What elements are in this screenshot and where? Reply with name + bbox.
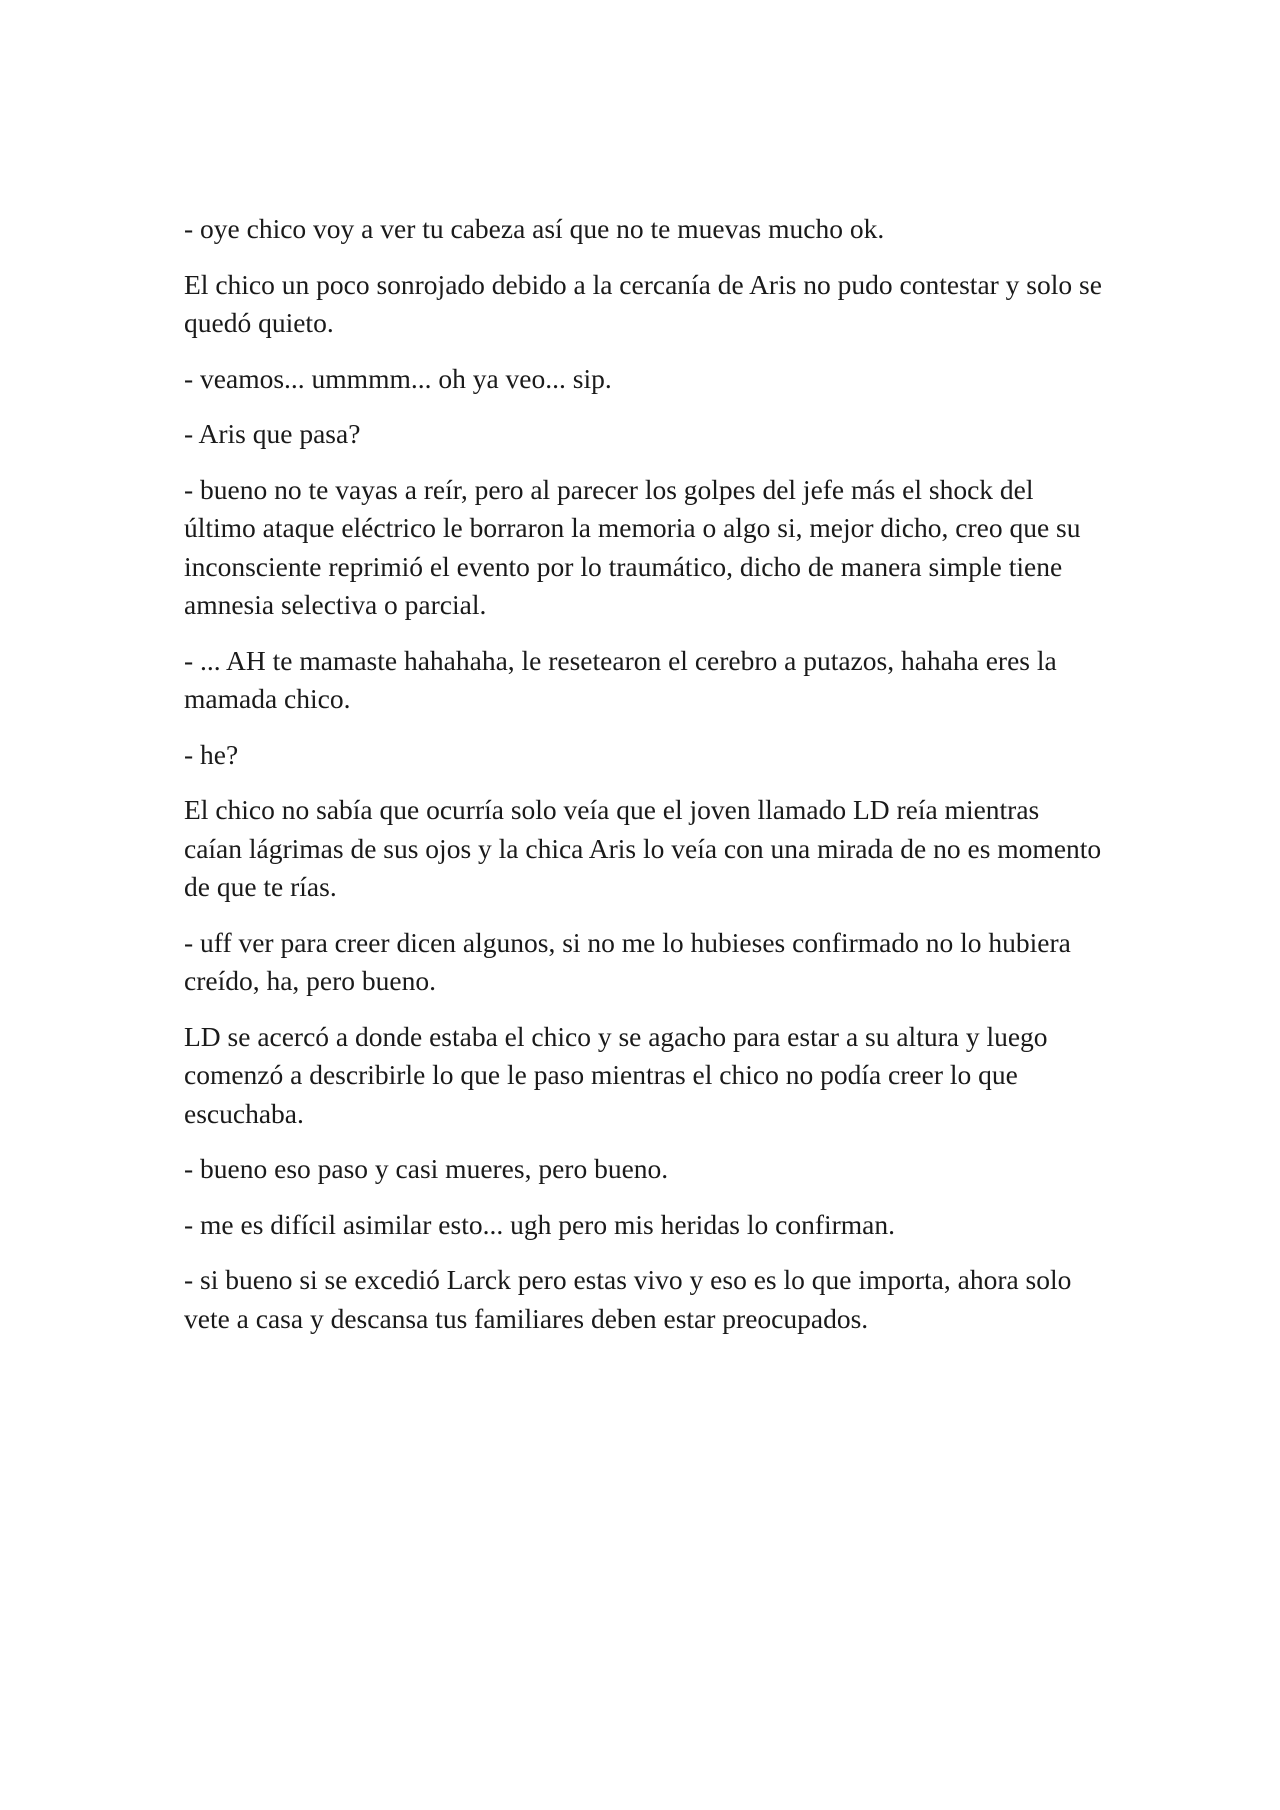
paragraph-7: - he? <box>184 738 239 770</box>
paragraph-6: - ... AH te mamaste hahahaha, le resetearon el cerebro a putazos, hahaha eres la mamada chico. <box>184 644 1057 714</box>
paragraph-10: LD se acercó a donde estaba el chico y se agacho para estar a su altura y luego comenzó a describirle lo que le paso mientras el chico no podía creer lo que escuchaba. <box>184 1020 1048 1129</box>
paragraph-13: - si bueno si se excedió Larck pero estas vivo y eso es lo que importa, ahora solo vete a casa y descansa tus familiares deben estar preocupados. <box>184 1264 1072 1334</box>
paragraph-5: - bueno no te vayas a reír, pero al parecer los golpes del jefe más el shock del último ataque eléctrico le borraron la memoria o algo si, mejor dicho, creo que su inconsciente reprimió el evento por lo traumático, dicho de manera simple tiene amnesia selectiva o parcial. <box>184 473 1081 620</box>
paragraph-11: - bueno eso paso y casi mueres, pero bueno. <box>184 1153 669 1184</box>
paragraph-12: - me es difícil asimilar esto... ugh pero mis heridas lo confirman. <box>184 1208 895 1240</box>
paragraph-9: - uff ver para creer dicen algunos, si no me lo hubieses confirmado no lo hubiera creído, ha, pero bueno. <box>184 926 1071 996</box>
document-body <box>184 210 1104 1355</box>
paragraph-3: - veamos... ummmm... oh ya veo... sip. <box>184 362 612 394</box>
paragraph-8: El chico no sabía que ocurría solo veía que el joven llamado LD reía mientras caían lágrimas de sus ojos y la chica Aris lo veía con una mirada de no es momento de que te rías. <box>184 794 1102 902</box>
paragraph-2: El chico un poco sonrojado debido a la cercanía de Aris no pudo contestar y solo se quedó quieto. <box>184 268 1102 338</box>
paragraph-1: - oye chico voy a ver tu cabeza así que no te muevas mucho ok. <box>184 213 885 244</box>
paragraph-4: - Aris que pasa? <box>184 418 361 449</box>
